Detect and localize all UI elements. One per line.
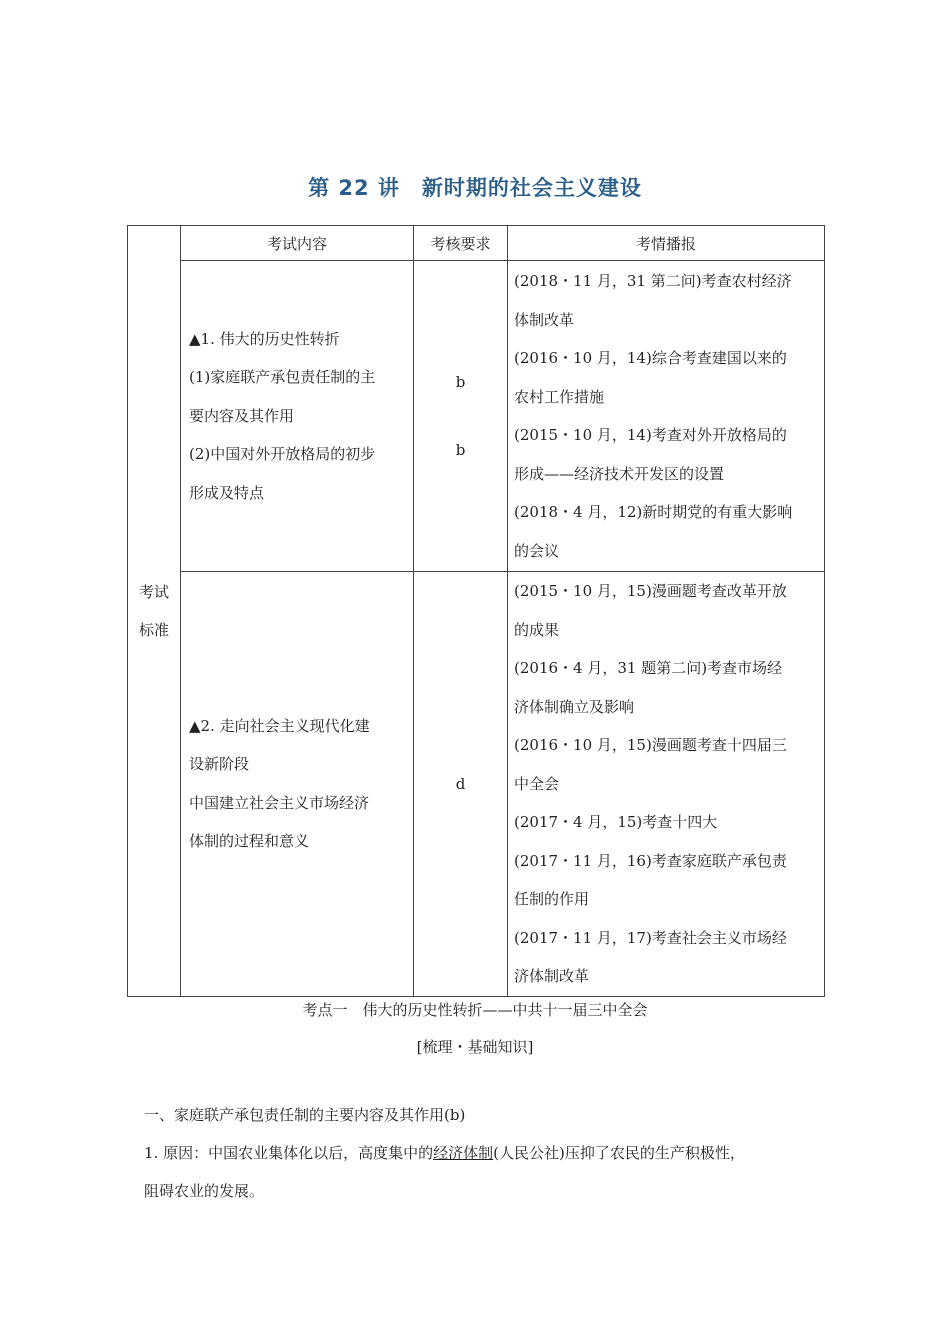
row2-content-line: ▲2. 走向社会主义现代化建	[189, 716, 370, 735]
row1-req-value: b	[455, 373, 466, 391]
row2-req-value: d	[455, 774, 466, 793]
row2-info-line: 的成果	[514, 620, 560, 639]
row2-info-line: (2017・4 月，15)考查十四大	[514, 813, 718, 831]
table-header-row	[128, 226, 825, 261]
row1-content-line: (1)家庭联产承包责任制的主	[189, 368, 376, 387]
row1-info-line: (2016・10 月，14)综合考查建国以来的	[514, 349, 787, 367]
side-label-line2: 标准	[138, 620, 169, 639]
row1-info-line: 形成——经济技术开发区的设置	[514, 464, 725, 483]
row2-requirement	[414, 572, 508, 997]
paragraph-reason-line2: 阻碍农业的发展。	[144, 1182, 265, 1200]
row1-content-line: 形成及特点	[189, 483, 265, 502]
header-content: 考试内容	[181, 226, 414, 261]
section-title: 考点一 伟大的历史性转折——中共十一届三中全会	[302, 1001, 648, 1019]
row2-info-line: 济体制改革	[514, 967, 590, 985]
row2-info-line: 中全会	[514, 774, 560, 793]
row2-info-line: (2017・11 月，17)考查社会主义市场经	[514, 928, 787, 947]
header-info: 考情播报	[508, 226, 825, 261]
row2-content-line: 中国建立社会主义市场经济	[189, 793, 370, 812]
row1-content-line: ▲1. 伟大的历史性转折	[189, 329, 340, 348]
row1-info-line: 农村工作措施	[514, 387, 605, 406]
row1-info-line: 的会议	[514, 541, 560, 560]
paragraph-heading: 一、家庭联产承包责任制的主要内容及其作用(b)	[144, 1106, 466, 1124]
row1-content	[181, 261, 414, 572]
section-subtitle: [梳理・基础知识]	[416, 1038, 534, 1056]
row1-info-line: (2015・10 月，14)考查对外开放格局的	[514, 426, 787, 444]
row2-content-line: 设新阶段	[189, 755, 250, 774]
row1-info-line: (2018・11 月，31 第二问)考查农村经济	[514, 272, 792, 290]
reason-text: (人民公社)压抑了农民的生产积极性，	[493, 1144, 745, 1162]
table-row	[128, 261, 825, 572]
row2-info-line: (2016・10 月，15)漫画题考查十四届三	[514, 736, 787, 754]
row2-info	[508, 572, 825, 997]
reason-text: 1. 原因：中国农业集体化以后，高度集中的	[144, 1144, 434, 1162]
row2-info-line: (2015・10 月，15)漫画题考查改革开放	[514, 582, 787, 600]
page-title: 第 22 讲 新时期的社会主义建设	[308, 176, 642, 200]
row1-content-line: 要内容及其作用	[189, 406, 295, 425]
row2-info-line: (2016・4 月，31 题第二问)考查市场经	[514, 659, 783, 677]
side-label-line1: 考试	[138, 582, 169, 601]
row2-content-line: 体制的过程和意义	[189, 832, 310, 851]
table-row	[128, 572, 825, 997]
exam-standard-table	[127, 225, 825, 997]
reason-underlined-term: 经济体制	[433, 1144, 494, 1162]
row1-info-line: (2018・4 月，12)新时期党的有重大影响	[514, 503, 793, 521]
row1-info	[508, 261, 825, 572]
row1-content-line: (2)中国对外开放格局的初步	[189, 445, 376, 464]
paragraph-reason	[144, 1134, 834, 1172]
header-requirement: 考核要求	[414, 226, 508, 261]
row2-info-line: (2017・11 月，16)考查家庭联产承包责	[514, 851, 787, 870]
row2-info-line: 济体制确立及影响	[514, 697, 635, 716]
row1-info-line: 体制改革	[514, 310, 575, 329]
row2-content	[181, 572, 414, 997]
row2-info-line: 任制的作用	[514, 890, 590, 908]
row1-requirement	[414, 261, 508, 572]
side-label	[128, 226, 181, 997]
row1-req-value: b	[455, 441, 466, 459]
